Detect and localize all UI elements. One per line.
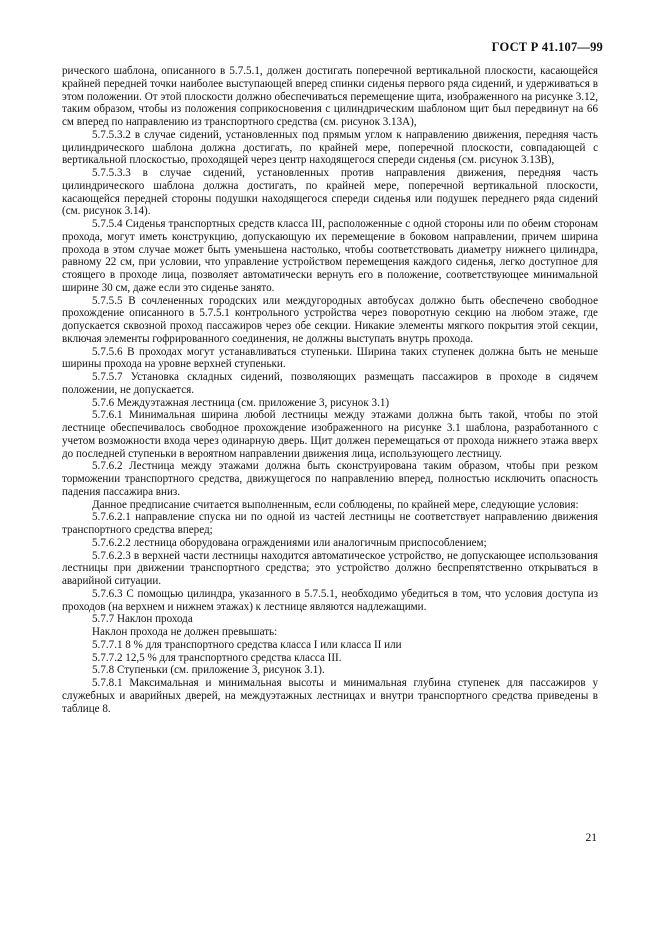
paragraph: 5.7.6.2.3 в верхней части лестницы находится автоматическое устройство, не допускающее использования лестницы при движении транспортного средства; это устройство должно беспрепятственно открываться в аварийной ситуации. <box>62 549 598 587</box>
paragraph: 5.7.5.7 Установка складных сидений, позволяющих размещать пассажиров в проходе в сидячем положении, не допускается. <box>62 371 598 396</box>
paragraph: 5.7.6.3 С помощью цилиндра, указанного в 5.7.5.1, необходимо убедиться в том, что условия доступа из проходов (на верхнем и нижнем этажах) к лестнице являются надлежащими. <box>62 587 598 613</box>
paragraph: 5.7.5.5 В сочлененных городских или междугородных автобусах должно быть обеспечено свободное прохождение описанного в 5.7.5.1 контрольного устройства через поворотную секцию на любом этаже, где допускается сквозной проход пассажиров через обе секции. Никакие элементы мягкого покрытия этой секции, включая элементы гофрированного соединения, не должны выступать внутрь прохода. <box>62 294 598 345</box>
paragraph: 5.7.7.2 12,5 % для транспортного средства класса III. <box>92 651 342 664</box>
paragraph: 5.7.5.3.3 в случае сидений, установленных против направления движения, передняя часть цилиндрического шаблона должна достигать, по крайней мере, поперечной вертикальной плоскости, касающейся передней стороны подушки находящегося спереди сиденья или подушек переднего ряда сидений (см. рисунок 3.14). <box>62 167 598 218</box>
paragraph: 5.7.5.6 В проходах могут устанавливаться ступеньки. Ширина таких ступенек должна быть не меньше ширины прохода на уровне верхней ступеньки. <box>62 345 598 371</box>
paragraph: 5.7.6.2.1 направление спуска ни по одной из частей лестницы не соответствует направлению движения транспортного средства вперед; <box>62 511 598 536</box>
paragraph: Наклон прохода не должен превышать: <box>92 626 278 638</box>
section-heading: 5.7.8 Ступеньки (см. приложение 3, рисунок 3.1). <box>92 664 325 677</box>
paragraph: 5.7.6.2 Лестница между этажами должна быть сконструирована таким образом, чтобы при резком торможении транспортного средства, движущегося по направлению вперед, полностью исключить опасность падения пассажира вниз. <box>62 460 598 498</box>
paragraph: 5.7.7.1 8 % для транспортного средства класса I или класса II или <box>92 638 402 651</box>
page-number: 21 <box>585 832 597 844</box>
document-body <box>62 65 598 715</box>
paragraph: 5.7.6.2.2 лестница оборудована ограждениями или аналогичным приспособлением; <box>92 536 487 549</box>
document-header: ГОСТ Р 41.107—99 <box>491 40 603 54</box>
paragraph: 5.7.8.1 Максимальная и минимальная высоты и минимальная глубина ступенек для пассажиров у служебных и аварийных дверей, на междуэтажных лестницах и внутри транспортного средства приведены в таблице 8. <box>62 677 598 715</box>
section-heading: 5.7.7 Наклон прохода <box>92 613 193 626</box>
paragraph: Данное предписание считается выполненным, если соблюдены, по крайней мере, следующие условия: <box>92 498 579 511</box>
paragraph: 5.7.5.4 Сиденья транспортных средств класса III, расположенные с одной стороны или по обеим сторонам прохода, могут иметь конструкцию, допускающую их перемещение в боковом направлении, причем ширина прохода в этом случае может быть уменьшена настолько, чтобы соответствовать диаметру нижнего цилиндра, равному 22 см, при условии, что управление устройством перемещения каждого сиденья, легко доступное для стоящего в проходе лица, позволяет автоматически вернуть его в положение, соответствующее минимальной ширине 30 см, даже если это сиденье занято. <box>62 218 598 294</box>
paragraph: 5.7.5.3.2 в случае сидений, установленных под прямым углом к направлению движения, передняя часть цилиндрического шаблона должна достигать, по крайней мере, поперечной плоскости, совпадающей с вертикальной плоскостью, проходящей через центр находящегося спереди сиденья (см. рисунок 3.13В), <box>62 128 598 167</box>
paragraph: 5.7.6.1 Минимальная ширина любой лестницы между этажами должна быть такой, чтобы по этой лестнице обеспечивалось свободное прохождение изображенного на рисунке 3.1 шаблона, разработанного с учетом возможности входа через одинарную дверь. Щит должен перемещаться от прохода нижнего этажа вверх до последней ступеньки в вероятном направлении движения лица, использующего лестницу. <box>62 409 598 460</box>
paragraph: рического шаблона, описанного в 5.7.5.1, должен достигать поперечной вертикальной плоскости, касающейся крайней передней точки наиболее выступающей вперед спинки сиденья первого ряда сидений, и удерживаться в этом положении. От этой плоскости должно обеспечиваться перемещение щита, изображенного на рисунке 3.12, таким образом, чтобы из положения соприкосновения с цилиндрическим шаблоном щит был передвинут на 66 см вперед по направлению из транспортного средства (см. рисунок 3.13А), <box>62 65 598 128</box>
section-heading: 5.7.6 Междуэтажная лестница (см. приложение 3, рисунок 3.1) <box>92 396 390 409</box>
